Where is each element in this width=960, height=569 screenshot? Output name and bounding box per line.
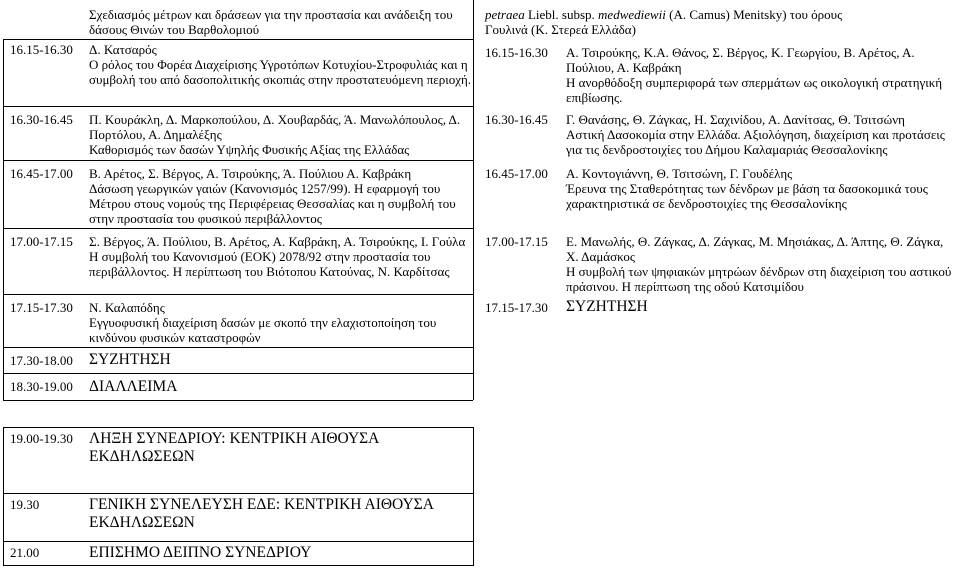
footer-event-line: ΕΠΙΣΗΜΟ ΔΕΙΠΝΟ ΣΥΝΕΔΡΙΟΥ bbox=[89, 544, 312, 561]
row-divider bbox=[3, 347, 473, 348]
footer-event bbox=[89, 430, 379, 466]
session-title-line: για τις δενδροστοιχίες του Δήμου Καλαμαριάς Θεσσαλονίκης bbox=[566, 142, 888, 157]
session-authors: Α. Κοντογιάννη, Θ. Τσιτσώνη, Γ. Γουδέλης bbox=[566, 166, 793, 181]
session-authors: Γ. Θανάσης, Θ. Ζάγκας, Η. Σαχινίδου, Α. Δανίτσας, Θ. Τσιτσώνη bbox=[566, 112, 905, 127]
row-divider bbox=[3, 373, 473, 374]
session-title-line: χαρακτηριστικά σε δενδροστοιχίες της Θεσσαλονίκης bbox=[566, 196, 847, 211]
session-title-line: Έρευνα της Σταθερότητας των δένδρων με βάση τα δασοκομικά τους bbox=[566, 181, 928, 196]
session-time: 16.30-16.45 bbox=[485, 112, 548, 127]
footer-event-line: ΛΗΞΗ ΣΥΝΕΔΡΙΟΥ: ΚΕΝΤΡΙΚΗ ΑΙΘΟΥΣΑ bbox=[89, 430, 380, 447]
session-title-line: Πορτόλου, Α. Δημαλέξης bbox=[89, 127, 222, 142]
session-block bbox=[566, 234, 951, 294]
row-divider bbox=[3, 160, 473, 161]
row-divider bbox=[3, 400, 473, 401]
left-intro-line: Σχεδιασμός μέτρων και δράσεων για την προστασία και ανάδειξη του bbox=[89, 7, 453, 22]
session-time: 17.30-18.00 bbox=[10, 353, 73, 368]
session-authors: Σ. Βέργος, Ά. Πούλιου, Β. Αρέτος, Α. Καβράκη, Α. Τσιρούκης, Ι. Γούλα bbox=[89, 234, 466, 249]
session-time: 18.30-19.00 bbox=[10, 379, 73, 394]
session-block bbox=[566, 45, 942, 105]
discussion-label: ΣΥΖΗΤΗΣΗ bbox=[89, 351, 171, 368]
session-authors: Ε. Μανωλής, Θ. Ζάγκας, Δ. Ζάγκας, Μ. Μησιάκας, Δ. Άπτης, Θ. Ζάγκα, bbox=[566, 234, 944, 249]
session-block bbox=[89, 112, 460, 157]
right-intro-line bbox=[485, 7, 842, 22]
footer-event bbox=[89, 496, 434, 532]
session-time: 17.15-17.30 bbox=[10, 300, 73, 315]
session-time: 16.15-16.30 bbox=[485, 45, 548, 60]
species-text: (A. Camus) Menitsky) του όρους bbox=[665, 7, 843, 22]
discussion-label: ΣΥΖΗΤΗΣΗ bbox=[566, 298, 648, 315]
session-block bbox=[89, 234, 465, 279]
session-block bbox=[566, 112, 945, 157]
table-border-left bbox=[3, 39, 4, 400]
session-time: 16.30-16.45 bbox=[10, 112, 73, 127]
break-label: ΔΙΑΛΛΕΙΜΑ bbox=[89, 378, 178, 395]
session-block bbox=[89, 166, 456, 226]
session-title-line: Ο ρόλος του Φορέα Διαχείρισης Υγροτόπων Κοτυχίου-Στροφυλιάς και η bbox=[89, 57, 468, 72]
left-intro bbox=[89, 7, 453, 37]
session-title-line: Η ανορθόδοξη συμπεριφορά των σπερμάτων ως οικολογική στρατηγική bbox=[566, 75, 943, 90]
session-title-line: κινδύνου φυσικών καταστροφών bbox=[89, 330, 261, 345]
row-divider bbox=[3, 565, 473, 566]
session-time: 16.15-16.30 bbox=[10, 42, 73, 57]
session-authors: Α. Τσιρούκης, Κ.Α. Θάνος, Σ. Βέργος, Κ. Γεωργίου, Β. Αρέτος, Α. bbox=[566, 45, 915, 60]
row-divider bbox=[3, 493, 473, 494]
row-divider bbox=[3, 39, 473, 40]
session-block bbox=[566, 166, 928, 211]
table-border-right bbox=[473, 0, 474, 400]
session-title-line: περιβάλλοντος. Η περίπτωση του Βιότοπου Κατούνας, Ν. Καρδίτσας bbox=[89, 264, 450, 279]
right-intro-line: Γουλινά (Κ. Στερεά Ελλάδα) bbox=[485, 22, 636, 37]
footer-event-line: ΕΚΔΗΛΩΣΕΩΝ bbox=[89, 448, 195, 465]
footer-time: 19.00-19.30 bbox=[10, 431, 73, 446]
session-time: 17.15-17.30 bbox=[485, 300, 548, 315]
footer-time: 19.30 bbox=[10, 497, 40, 512]
right-intro bbox=[485, 7, 842, 37]
session-time: 16.45-17.00 bbox=[10, 166, 73, 181]
footer-event-line: ΕΚΔΗΛΩΣΕΩΝ bbox=[89, 514, 195, 531]
session-authors: Π. Κουράκλη, Δ. Μαρκοπούλου, Δ. Χουβαρδάς, Ά. Μανωλόπουλος, Δ. bbox=[89, 112, 461, 127]
session-title-line: Χ. Δαμάσκος bbox=[566, 249, 636, 264]
row-divider bbox=[3, 294, 473, 295]
session-block bbox=[89, 300, 436, 345]
session-title-line: Μέτρου στους νομούς της Περιφέρειας Θεσσαλίας και η συμβολή του bbox=[89, 196, 456, 211]
session-title-line: Η συμβολή των ψηφιακών μητρώων δένδρων στη διαχείριση του αστικού bbox=[566, 264, 952, 279]
footer-event-line: ΓΕΝΙΚΗ ΣΥΝΕΛΕΥΣΗ ΕΔΕ: ΚΕΝΤΡΙΚΗ ΑΙΘΟΥΣΑ bbox=[89, 496, 434, 513]
session-title-line: Εγγυοφυσική διαχείριση δασών με σκοπό την ελαχιστοποίηση του bbox=[89, 315, 437, 330]
species-text: Liebl. subsp. bbox=[524, 7, 599, 22]
session-title-line: Καθορισμός των δασών Υψηλής Φυσικής Αξίας της Ελλάδας bbox=[89, 142, 410, 157]
subspecies-italic: medwediewii bbox=[598, 7, 666, 22]
footer-time: 21.00 bbox=[10, 545, 40, 560]
session-title-line: Πούλιου, Α. Καβράκη bbox=[566, 60, 682, 75]
table-border-left bbox=[3, 427, 4, 566]
session-time: 17.00-17.15 bbox=[485, 234, 548, 249]
left-intro-line: δάσους Θινών του Βαρθολομιού bbox=[89, 22, 260, 37]
session-title-line: Δάσωση γεωργικών γαιών (Κανονισμός 1257/99). Η εφαρμογή του bbox=[89, 181, 441, 196]
species-italic: petraea bbox=[485, 7, 525, 22]
session-authors: Β. Αρέτος, Σ. Βέργος, Α. Τσιρούκης, Ά. Πούλιου Α. Καβράκη bbox=[89, 166, 412, 181]
session-block bbox=[89, 42, 471, 87]
session-authors: Δ. Κατσαρός bbox=[89, 42, 157, 57]
table-border-right bbox=[473, 427, 474, 566]
session-title-line: επιβίωσης. bbox=[566, 90, 623, 105]
row-divider bbox=[3, 541, 473, 542]
session-title-line: πράσινου. Η περίπτωση της οδού Κατσιμίδου bbox=[566, 279, 804, 294]
row-divider bbox=[3, 228, 473, 229]
session-title-line: συμβολή του από δασοπολιτικής σκοπιάς στην προστατευόμενη περιοχή. bbox=[89, 72, 472, 87]
session-title-line: Αστική Δασοκομία στην Ελλάδα. Αξιολόγηση, διαχείριση και προτάσεις bbox=[566, 127, 945, 142]
session-time: 17.00-17.15 bbox=[10, 234, 73, 249]
session-title-line: Η συμβολή του Κανονισμού (ΕΟΚ) 2078/92 στην προστασία του bbox=[89, 249, 431, 264]
row-divider bbox=[3, 427, 473, 428]
session-time: 16.45-17.00 bbox=[485, 166, 548, 181]
row-divider bbox=[3, 106, 473, 107]
session-authors: Ν. Καλαπόδης bbox=[89, 300, 165, 315]
session-title-line: στην προστασία του φυσικού περιβάλλοντος bbox=[89, 211, 322, 226]
